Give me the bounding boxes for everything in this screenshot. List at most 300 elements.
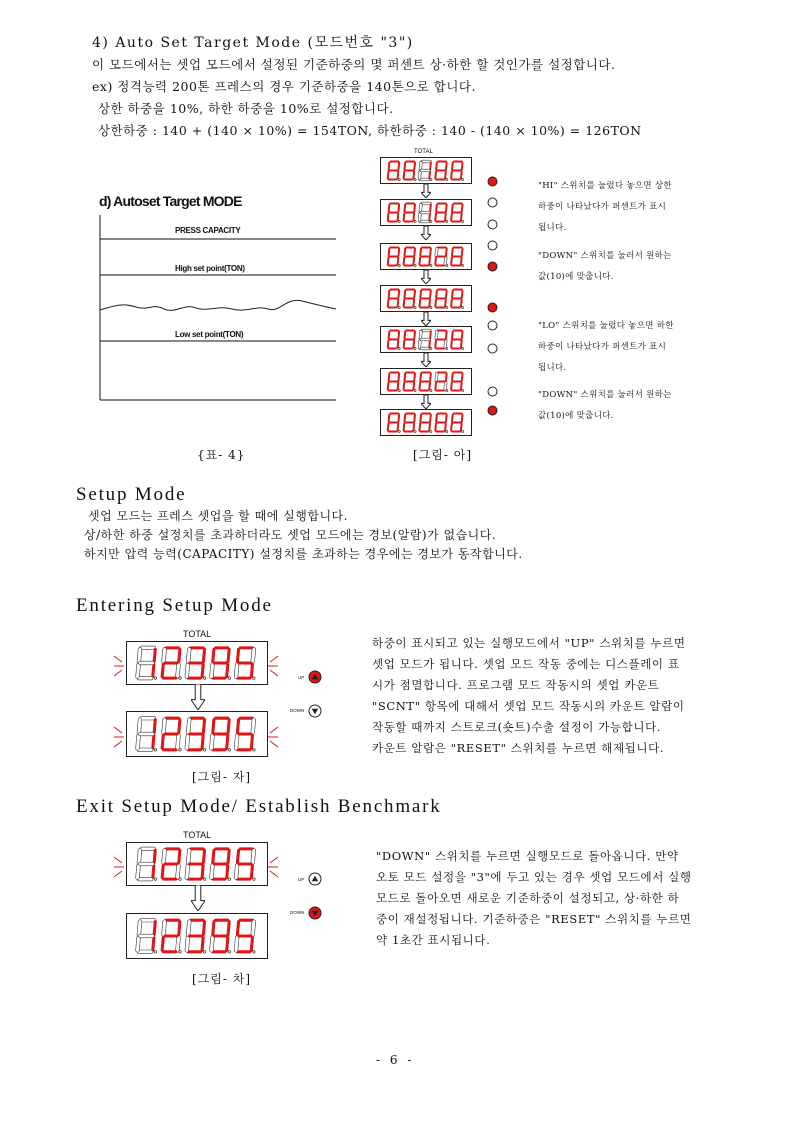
decimal-point bbox=[446, 390, 448, 392]
segment-b bbox=[398, 290, 399, 297]
exit-text bbox=[376, 846, 692, 951]
decimal-point bbox=[446, 221, 448, 223]
entering-display-top bbox=[126, 641, 268, 685]
segment-c bbox=[177, 736, 178, 749]
decimal-point bbox=[228, 749, 230, 751]
segment-f bbox=[436, 162, 437, 169]
auto-set-title: 4) Auto Set Target Mode (모드번호 "3") bbox=[92, 35, 414, 51]
segment-f bbox=[452, 331, 453, 338]
segment-b bbox=[462, 414, 463, 421]
segment-b bbox=[228, 850, 229, 862]
switch-led-3[interactable] bbox=[486, 218, 499, 231]
segment-f bbox=[404, 204, 405, 211]
exit-total-label: TOTAL bbox=[183, 830, 212, 840]
switch-led-5[interactable] bbox=[486, 260, 499, 273]
segment-e bbox=[211, 736, 212, 749]
segment-c bbox=[227, 866, 228, 878]
segment-f bbox=[139, 922, 140, 935]
note-down-2 bbox=[538, 385, 672, 427]
segment-b bbox=[253, 720, 254, 733]
flow-arrow bbox=[421, 395, 431, 409]
segment-f bbox=[404, 414, 405, 421]
segment-e bbox=[419, 423, 420, 430]
decimal-point bbox=[462, 221, 464, 223]
segment-e bbox=[236, 866, 237, 878]
exit-up-switch[interactable] bbox=[307, 871, 323, 887]
note-lo-line: 하중이 나타났다가 퍼센트가 표시 bbox=[538, 342, 667, 352]
segment-f bbox=[164, 720, 165, 733]
auto-set-line-4: 상한하중 : 140 + (140 × 10%) = 154TON, 하한하중 : 140 - (140 × 10%) = 126TON bbox=[98, 123, 642, 138]
segment-c bbox=[227, 736, 228, 749]
segment-e bbox=[451, 213, 452, 220]
segment-c bbox=[177, 665, 178, 677]
segment-b bbox=[430, 373, 431, 380]
segment-f bbox=[237, 850, 238, 862]
segment-f bbox=[389, 204, 390, 211]
segment-e bbox=[404, 340, 405, 347]
segment-f bbox=[420, 331, 421, 338]
segment-f bbox=[188, 922, 189, 935]
segment-b bbox=[228, 649, 229, 661]
segment-b bbox=[179, 720, 180, 733]
segment-f bbox=[420, 248, 421, 255]
decimal-point bbox=[414, 179, 416, 181]
segment-c bbox=[413, 299, 414, 306]
segment-e bbox=[404, 171, 405, 178]
auto-set-line-3: 상한 하중을 10%, 하한 하중을 10%로 설정합니다. bbox=[98, 101, 394, 116]
decimal-point bbox=[398, 348, 400, 350]
decimal-point bbox=[179, 951, 181, 953]
segment-b bbox=[414, 204, 415, 211]
segment-b bbox=[154, 922, 155, 935]
exit-text-line: "DOWN" 스위치를 누르면 실행모드로 돌아옵니다. 만약 bbox=[376, 849, 679, 863]
entering-total-label: TOTAL bbox=[183, 629, 212, 639]
segment-c bbox=[227, 665, 228, 677]
decimal-point bbox=[179, 677, 181, 679]
decimal-point bbox=[446, 307, 448, 309]
decimal-point bbox=[203, 677, 205, 679]
segment-b bbox=[203, 720, 204, 733]
decimal-point bbox=[462, 265, 464, 267]
setup-line-3: 하지만 압력 능력(CAPACITY) 설정치를 초과하는 경우에는 경보가 동작합니다. bbox=[84, 547, 523, 561]
entering-text-line: 하중이 표시되고 있는 실행모드에서 "UP" 스위치를 누르면 bbox=[372, 636, 686, 650]
segment-c bbox=[398, 382, 399, 389]
segment-f bbox=[389, 248, 390, 255]
decimal-point bbox=[398, 179, 400, 181]
segment-f bbox=[420, 373, 421, 380]
segment-e bbox=[451, 171, 452, 178]
segment-e bbox=[211, 866, 212, 878]
decimal-point bbox=[398, 265, 400, 267]
note-down-line: 값(10)에 맞춥니다. bbox=[538, 272, 614, 282]
segment-e bbox=[187, 938, 188, 951]
decimal-point bbox=[179, 878, 181, 880]
note-lo-line: 됩니다. bbox=[538, 363, 567, 373]
display-6 bbox=[380, 368, 472, 395]
segment-b bbox=[446, 414, 447, 421]
segment-e bbox=[435, 340, 436, 347]
segment-c bbox=[461, 299, 462, 306]
segment-c bbox=[202, 866, 203, 878]
segment-c bbox=[413, 171, 414, 178]
segment-f bbox=[188, 720, 189, 733]
segment-e bbox=[162, 866, 163, 878]
decimal-point bbox=[446, 348, 448, 350]
segment-f bbox=[404, 331, 405, 338]
segment-c bbox=[445, 340, 446, 347]
segment-f bbox=[139, 850, 140, 862]
display-1 bbox=[380, 157, 472, 184]
display-7 bbox=[380, 409, 472, 436]
decimal-point bbox=[154, 749, 156, 751]
switch-led-10[interactable] bbox=[486, 404, 499, 417]
segment-b bbox=[253, 922, 254, 935]
segment-f bbox=[452, 162, 453, 169]
entering-down-label: DOWN bbox=[290, 708, 305, 713]
segment-c bbox=[461, 213, 462, 220]
segment-e bbox=[435, 171, 436, 178]
segment-b bbox=[203, 850, 204, 862]
segment-e bbox=[419, 299, 420, 306]
segment-b bbox=[446, 204, 447, 211]
segment-c bbox=[398, 213, 399, 220]
display-3 bbox=[380, 243, 472, 270]
segment-f bbox=[436, 248, 437, 255]
segment-f bbox=[436, 331, 437, 338]
segment-b bbox=[462, 162, 463, 169]
entering-text bbox=[372, 633, 686, 759]
entering-flow-arrow bbox=[191, 684, 205, 710]
entering-display-bottom bbox=[126, 711, 268, 757]
entering-text-line: "SCNT" 항목에 대해서 셋업 모드 작동시의 카운트 알람이 bbox=[372, 699, 685, 713]
flow-arrow bbox=[421, 184, 431, 198]
segment-e bbox=[435, 382, 436, 389]
segment-c bbox=[177, 866, 178, 878]
segment-f bbox=[164, 850, 165, 862]
setup-mode-heading: Setup Mode bbox=[76, 484, 187, 505]
segment-c bbox=[413, 257, 414, 264]
note-hi-line: 하중이 나타났다가 퍼센트가 표시 bbox=[538, 202, 667, 212]
segment-c bbox=[413, 382, 414, 389]
decimal-point bbox=[446, 179, 448, 181]
decimal-point bbox=[430, 265, 432, 267]
total-label: TOTAL bbox=[414, 149, 433, 155]
decimal-point bbox=[398, 221, 400, 223]
display-4 bbox=[380, 285, 472, 312]
segment-c bbox=[177, 938, 178, 951]
segment-f bbox=[436, 414, 437, 421]
note-hi-line: "HI" 스위치를 눌렀다 놓으면 상한 bbox=[538, 181, 672, 191]
segment-e bbox=[187, 736, 188, 749]
decimal-point bbox=[462, 348, 464, 350]
exit-text-line: 중이 재설정됩니다. 기준하중은 "RESET" 스위치를 누르면 bbox=[376, 912, 692, 926]
segment-b bbox=[462, 331, 463, 338]
segment-f bbox=[213, 720, 214, 733]
segment-c bbox=[461, 382, 462, 389]
segment-b bbox=[462, 204, 463, 211]
segment-c bbox=[227, 938, 228, 951]
segment-e bbox=[404, 382, 405, 389]
segment-f bbox=[213, 922, 214, 935]
segment-e bbox=[404, 423, 405, 430]
entering-text-line: 시가 점멸합니다. 프로그램 모드 작동시의 셋업 카운트 bbox=[372, 678, 660, 692]
decimal-point bbox=[430, 348, 432, 350]
segment-f bbox=[420, 414, 421, 421]
flow-arrow bbox=[421, 353, 431, 367]
segment-f bbox=[436, 373, 437, 380]
segment-f bbox=[404, 162, 405, 169]
segment-f bbox=[188, 850, 189, 862]
segment-e bbox=[388, 423, 389, 430]
segment-b bbox=[414, 331, 415, 338]
exit-down-label: DOWN bbox=[290, 910, 305, 915]
segment-b bbox=[398, 204, 399, 211]
exit-text-line: 모드로 돌아오면 새로운 기준하중이 설정되고, 상·하한 하 bbox=[376, 891, 680, 905]
decimal-point bbox=[398, 431, 400, 433]
segment-f bbox=[237, 720, 238, 733]
exit-down-switch[interactable] bbox=[307, 905, 323, 921]
segment-f bbox=[452, 290, 453, 297]
segment-c bbox=[202, 665, 203, 677]
autoset-graph bbox=[96, 215, 340, 405]
segment-b bbox=[203, 649, 204, 661]
segment-f bbox=[389, 373, 390, 380]
decimal-point bbox=[414, 348, 416, 350]
segment-e bbox=[451, 299, 452, 306]
segment-f bbox=[164, 922, 165, 935]
segment-b bbox=[446, 373, 447, 380]
segment-e bbox=[138, 866, 139, 878]
decimal-point bbox=[430, 179, 432, 181]
note-down-line: 값(10)에 맞춥니다. bbox=[538, 411, 614, 421]
decimal-point bbox=[203, 749, 205, 751]
segment-e bbox=[162, 938, 163, 951]
switch-led-9[interactable] bbox=[486, 385, 499, 398]
segment-f bbox=[139, 649, 140, 661]
decimal-point bbox=[253, 677, 255, 679]
segment-c bbox=[413, 213, 414, 220]
segment-e bbox=[388, 382, 389, 389]
segment-f bbox=[389, 414, 390, 421]
segment-f bbox=[164, 649, 165, 661]
segment-b bbox=[446, 331, 447, 338]
segment-e bbox=[388, 257, 389, 264]
page-number: - 6 - bbox=[376, 1053, 415, 1067]
segment-e bbox=[435, 423, 436, 430]
decimal-point bbox=[430, 390, 432, 392]
switch-led-7[interactable] bbox=[486, 319, 499, 332]
low-set-label: Low set point(TON) bbox=[175, 330, 244, 339]
segment-e bbox=[435, 257, 436, 264]
segment-c bbox=[398, 299, 399, 306]
exit-text-line: 오토 모드 설정을 "3"에 두고 있는 경우 셋업 모드에서 실행 bbox=[376, 870, 692, 884]
segment-f bbox=[404, 248, 405, 255]
note-down-line: "DOWN" 스위치를 눌러서 원하는 bbox=[538, 251, 672, 261]
segment-f bbox=[389, 162, 390, 169]
segment-e bbox=[236, 665, 237, 677]
segment-c bbox=[202, 736, 203, 749]
segment-b bbox=[154, 850, 155, 862]
flow-arrow bbox=[421, 312, 431, 326]
up-switch[interactable] bbox=[307, 669, 323, 685]
decimal-point bbox=[430, 431, 432, 433]
switch-led-2[interactable] bbox=[486, 196, 499, 209]
segment-c bbox=[429, 171, 430, 178]
high-set-label: High set point(TON) bbox=[175, 264, 245, 273]
segment-c bbox=[251, 736, 252, 749]
decimal-point bbox=[414, 431, 416, 433]
segment-e bbox=[451, 382, 452, 389]
entering-caption: [그림- 자] bbox=[192, 770, 252, 784]
segment-f bbox=[420, 290, 421, 297]
decimal-point bbox=[446, 265, 448, 267]
decimal-point bbox=[228, 878, 230, 880]
segment-e bbox=[451, 340, 452, 347]
decimal-point bbox=[462, 307, 464, 309]
decimal-point bbox=[253, 749, 255, 751]
note-lo-line: "LO" 스위치를 눌렀다 놓으면 하한 bbox=[538, 321, 674, 331]
segment-c bbox=[445, 171, 446, 178]
segment-c bbox=[429, 213, 430, 220]
decimal-point bbox=[203, 878, 205, 880]
segment-e bbox=[404, 257, 405, 264]
down-switch[interactable] bbox=[307, 703, 323, 719]
decimal-point bbox=[398, 390, 400, 392]
segment-c bbox=[413, 423, 414, 430]
segment-e bbox=[388, 171, 389, 178]
segment-b bbox=[398, 373, 399, 380]
segment-f bbox=[389, 290, 390, 297]
decimal-point bbox=[154, 878, 156, 880]
segment-e bbox=[419, 340, 420, 347]
flow-arrow bbox=[421, 270, 431, 284]
segment-b bbox=[462, 290, 463, 297]
exit-up-label: UP bbox=[298, 877, 305, 882]
segment-c bbox=[445, 257, 446, 264]
note-hi-line: 됩니다. bbox=[538, 223, 567, 233]
segment-e bbox=[404, 299, 405, 306]
segment-e bbox=[236, 736, 237, 749]
segment-e bbox=[162, 736, 163, 749]
segment-e bbox=[211, 938, 212, 951]
segment-c bbox=[429, 340, 430, 347]
switch-led-8[interactable] bbox=[486, 342, 499, 355]
segment-e bbox=[419, 213, 420, 220]
segment-c bbox=[153, 736, 154, 749]
segment-c bbox=[429, 299, 430, 306]
segment-c bbox=[445, 213, 446, 220]
segment-f bbox=[213, 649, 214, 661]
segment-f bbox=[436, 290, 437, 297]
segment-e bbox=[162, 665, 163, 677]
segment-c bbox=[445, 423, 446, 430]
decimal-point bbox=[253, 951, 255, 953]
entering-heading: Entering Setup Mode bbox=[76, 595, 273, 616]
segment-b bbox=[179, 850, 180, 862]
segment-c bbox=[202, 938, 203, 951]
segment-c bbox=[251, 938, 252, 951]
segment-c bbox=[461, 340, 462, 347]
segment-b bbox=[446, 290, 447, 297]
segment-e bbox=[451, 257, 452, 264]
note-lo bbox=[538, 316, 674, 379]
decimal-point bbox=[414, 265, 416, 267]
segment-b bbox=[430, 204, 431, 211]
segment-c bbox=[398, 257, 399, 264]
segment-f bbox=[452, 373, 453, 380]
segment-f bbox=[404, 290, 405, 297]
decimal-point bbox=[398, 307, 400, 309]
segment-b bbox=[179, 649, 180, 661]
exit-heading: Exit Setup Mode/ Establish Benchmark bbox=[76, 796, 442, 817]
segment-e bbox=[187, 665, 188, 677]
segment-b bbox=[414, 162, 415, 169]
switch-led-1[interactable] bbox=[486, 175, 499, 188]
segment-e bbox=[187, 866, 188, 878]
segment-f bbox=[452, 204, 453, 211]
segment-e bbox=[435, 213, 436, 220]
segment-f bbox=[452, 414, 453, 421]
note-down-1 bbox=[538, 246, 672, 288]
segment-f bbox=[404, 373, 405, 380]
segment-b bbox=[414, 373, 415, 380]
segment-f bbox=[420, 162, 421, 169]
decimal-point bbox=[179, 749, 181, 751]
segment-b bbox=[154, 649, 155, 661]
segment-c bbox=[461, 257, 462, 264]
decimal-point bbox=[154, 951, 156, 953]
decimal-point bbox=[253, 878, 255, 880]
segment-f bbox=[452, 248, 453, 255]
decimal-point bbox=[462, 390, 464, 392]
segment-c bbox=[445, 382, 446, 389]
segment-f bbox=[213, 850, 214, 862]
segment-e bbox=[138, 736, 139, 749]
segment-e bbox=[451, 423, 452, 430]
setup-line-2: 상/하한 하중 설정치를 초과하더라도 셋업 모드에는 경보(알람)가 없습니다. bbox=[84, 528, 497, 542]
segment-b bbox=[430, 414, 431, 421]
decimal-point bbox=[430, 221, 432, 223]
segment-f bbox=[237, 649, 238, 661]
segment-f bbox=[188, 649, 189, 661]
exit-text-line: 약 1초간 표시됩니다. bbox=[376, 933, 491, 947]
flow-arrow bbox=[421, 226, 431, 240]
switch-led-6[interactable] bbox=[486, 301, 499, 314]
decimal-point bbox=[462, 179, 464, 181]
segment-c bbox=[251, 665, 252, 677]
segment-e bbox=[435, 299, 436, 306]
segment-b bbox=[414, 290, 415, 297]
segment-b bbox=[398, 162, 399, 169]
graph-title: d) Autoset Target MODE bbox=[99, 193, 242, 209]
segment-b bbox=[462, 248, 463, 255]
segment-c bbox=[398, 171, 399, 178]
capacity-label: PRESS CAPACITY bbox=[175, 226, 241, 235]
segment-b bbox=[430, 248, 431, 255]
segment-b bbox=[253, 649, 254, 661]
switch-led-4[interactable] bbox=[486, 239, 499, 252]
decimal-point bbox=[430, 307, 432, 309]
decimal-point bbox=[228, 677, 230, 679]
segment-e bbox=[138, 665, 139, 677]
segment-b bbox=[398, 331, 399, 338]
segment-c bbox=[445, 299, 446, 306]
segment-e bbox=[419, 382, 420, 389]
segment-e bbox=[211, 665, 212, 677]
auto-set-line-1: 이 모드에서는 셋업 모드에서 설정된 기준하중의 몇 퍼센트 상·하한 할 것인가를 설정합니다. bbox=[92, 57, 616, 72]
segment-e bbox=[419, 257, 420, 264]
decimal-point bbox=[446, 431, 448, 433]
